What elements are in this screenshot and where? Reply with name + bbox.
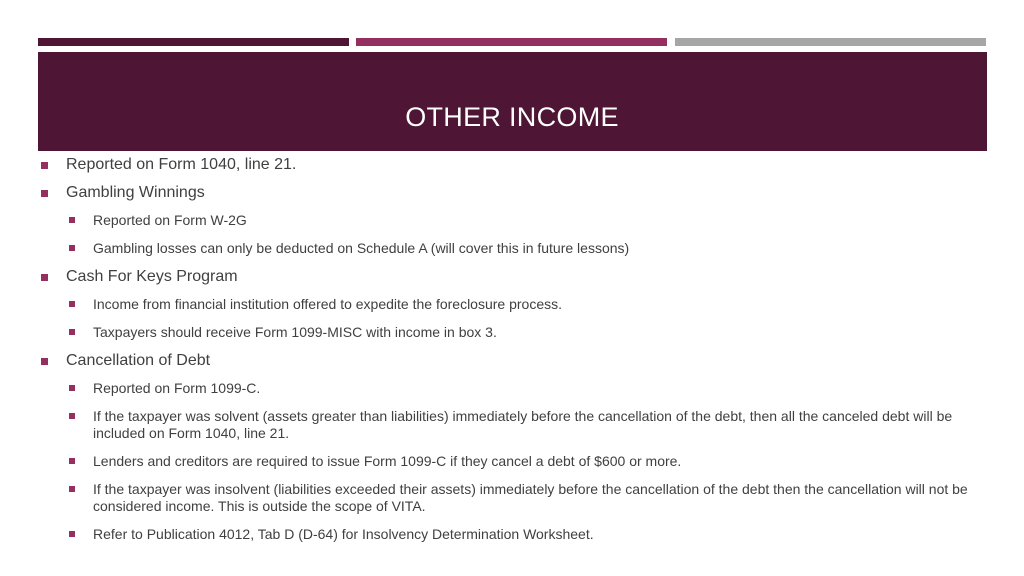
square-bullet-icon [69,245,75,251]
sub-bullet-text: If the taxpayer was solvent (assets greater than liabilities) immediately before the cancellation of the debt, then all the canceled debt will be included on Form 1040, line 21. [93,408,953,441]
header-stripe-right [675,38,986,46]
square-bullet-icon [69,413,75,419]
square-bullet-icon [69,531,75,537]
sub-bullet-item [38,526,998,543]
bullet-text: Reported on Form 1040, line 21. [66,156,297,173]
square-bullet-icon [41,358,48,365]
header-stripe-left [38,38,349,46]
sub-bullet-text: Reported on Form W-2G [93,212,247,228]
square-bullet-icon [69,385,75,391]
sub-bullet-text: Income from financial institution offered to expedite the foreclosure process. [93,296,562,312]
square-bullet-icon [69,458,75,464]
bullet-item [38,268,998,285]
sub-bullet-item [38,380,998,397]
bullet-list [38,156,998,554]
sub-bullet-text: Gambling losses can only be deducted on Schedule A (will cover this in future lessons) [93,240,630,256]
sub-bullet-item [38,453,998,470]
square-bullet-icon [41,274,48,281]
sub-bullet-item [38,212,998,229]
square-bullet-icon [69,329,75,335]
header-stripe-middle [356,38,667,46]
bullet-item [38,184,998,201]
sub-bullet-item [38,324,998,341]
sub-bullet-item [38,408,998,442]
bullet-item [38,156,998,173]
sub-bullet-text: Taxpayers should receive Form 1099-MISC with income in box 3. [93,324,497,340]
sub-bullet-item [38,296,998,313]
sub-bullet-text: Refer to Publication 4012, Tab D (D-64) for Insolvency Determination Worksheet. [93,526,594,542]
slide-title: OTHER INCOME [405,102,619,132]
bullet-text: Gambling Winnings [66,184,205,201]
sub-bullet-text: Reported on Form 1099-C. [93,380,261,396]
square-bullet-icon [41,190,48,197]
square-bullet-icon [69,301,75,307]
bullet-item [38,352,998,369]
bullet-text: Cancellation of Debt [66,352,211,369]
sub-bullet-item [38,240,998,257]
bullet-text: Cash For Keys Program [66,268,238,285]
square-bullet-icon [41,162,48,169]
square-bullet-icon [69,217,75,223]
sub-bullet-text: Lenders and creditors are required to issue Form 1099-C if they cancel a debt of $600 or more. [93,453,682,469]
square-bullet-icon [69,486,75,492]
sub-bullet-text: If the taxpayer was insolvent (liabilities exceeded their assets) immediately before the cancellation of the debt then the cancellation will not be considered income. This is outside the scope of VITA. [93,481,968,514]
sub-bullet-item [38,481,998,515]
